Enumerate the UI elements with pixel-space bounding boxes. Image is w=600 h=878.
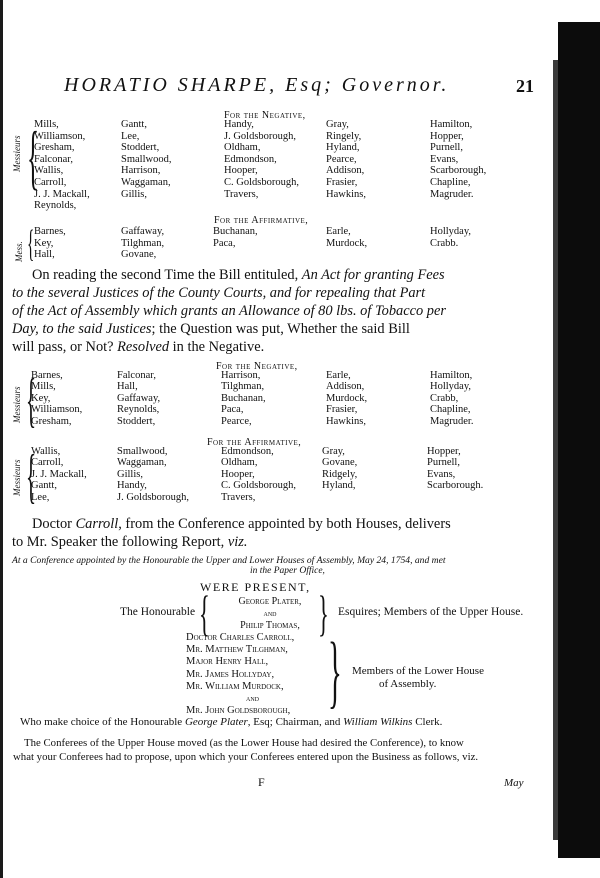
- member-name: Travers,: [224, 188, 259, 200]
- choice-clerk: William Wilkins: [343, 716, 413, 728]
- para1-line4-text: ; the Question was put, Whether the said Bill: [151, 321, 410, 337]
- member-name: Earle,: [326, 226, 351, 237]
- conference-intro-line1: At a Conference appointed by the Honourable the Upper and Lower Houses of Assembly, May 24, 1754, and met: [12, 555, 446, 566]
- choice-chairman: George Plater: [184, 716, 248, 728]
- member-name: Gray,: [326, 119, 349, 130]
- name-column: [221, 370, 266, 427]
- member-name: Crabb.: [430, 237, 459, 249]
- honourable-label: The Honourable: [120, 606, 196, 618]
- name-column: [34, 119, 90, 212]
- member-name: Hawkins,: [326, 415, 366, 427]
- name-column: [121, 119, 171, 200]
- member-name: Hamilton,: [430, 119, 473, 130]
- member-name: Purnell,: [427, 457, 460, 469]
- member-name: Reynolds,: [34, 200, 77, 212]
- member-name: Hall,: [117, 381, 138, 393]
- lower-member-and: and: [246, 694, 259, 704]
- member-name: Hooper,: [224, 165, 258, 177]
- member-name: Buchanan,: [213, 226, 258, 237]
- member-name: J. J. Mackall,: [31, 468, 87, 480]
- member-name: Handy,: [224, 119, 254, 130]
- vote2-negative-side-label: Messieurs: [12, 386, 22, 423]
- member-name: Ridgely,: [322, 468, 358, 480]
- member-name: Buchanan,: [221, 392, 266, 404]
- upper-member-and: and: [263, 609, 277, 618]
- lower-member: Major Henry Hall,: [186, 656, 269, 668]
- upper-role: Esquires; Members of the Upper House.: [338, 606, 524, 618]
- para1-line4-italic: Day, to the said Justices: [12, 321, 152, 337]
- lower-role-line1: Members of the Lower House: [352, 665, 484, 677]
- lower-role-line2: of Assembly.: [379, 678, 437, 690]
- lower-member: Mr. John Goldsborough,: [186, 705, 291, 717]
- member-name: Waggaman,: [117, 457, 167, 469]
- member-name: Gray,: [322, 446, 345, 457]
- para1-line5-end: in the Negative.: [169, 339, 265, 355]
- lower-member: Doctor Charles Carroll,: [186, 632, 295, 643]
- scan-right-edge: [558, 22, 600, 858]
- member-name: Falconar,: [117, 370, 156, 381]
- name-column: [221, 446, 296, 503]
- paragraph-conference-report: [12, 515, 552, 551]
- member-name: Smallwood,: [117, 446, 168, 457]
- name-column: [121, 226, 164, 261]
- member-name: Barnes,: [31, 370, 63, 381]
- name-column: [427, 446, 483, 492]
- para1-resolved: Resolved: [117, 339, 170, 355]
- member-name: Frasier,: [326, 176, 358, 188]
- vote2-affirmative-heading: For the Affirmative,: [207, 437, 302, 448]
- member-name: Key,: [31, 392, 51, 404]
- member-name: Hollyday,: [430, 381, 472, 393]
- name-column: [430, 370, 473, 427]
- para1-line5-text: will pass, or Not?: [12, 339, 118, 355]
- member-name: Harrison,: [121, 165, 161, 177]
- name-column: [326, 370, 367, 427]
- member-name: Chapline,: [430, 404, 471, 416]
- member-name: Paca,: [221, 404, 244, 416]
- member-name: Hollyday,: [430, 226, 472, 237]
- member-name: Earle,: [326, 370, 351, 381]
- member-name: Waggaman,: [121, 176, 171, 188]
- vote2-negative-brace: {: [26, 367, 37, 433]
- member-name: Smallwood,: [121, 153, 172, 165]
- member-name: Chapline,: [430, 176, 471, 188]
- para1-line3-italic: of the Act of Assembly which grants an Allowance of 80 lbs. of Tobacco per: [12, 303, 446, 319]
- member-name: Hooper,: [221, 468, 255, 480]
- member-name: Gillis,: [121, 188, 147, 200]
- member-name: Magruder.: [430, 188, 474, 200]
- para1-line1-text: On reading the second Time the Bill entituled,: [32, 267, 302, 283]
- member-name: Wallis,: [34, 165, 64, 177]
- name-column: [31, 370, 82, 427]
- member-name: Key,: [34, 237, 54, 249]
- vote2-negative-heading: For the Negative,: [216, 361, 298, 372]
- member-name: Hopper,: [427, 446, 461, 457]
- member-name: Murdock,: [326, 392, 368, 404]
- scan-left-edge: [0, 0, 3, 878]
- member-name: Hall,: [34, 249, 55, 261]
- lower-members-list: [186, 632, 294, 717]
- member-name: Gantt,: [121, 119, 147, 130]
- member-name: Wallis,: [31, 446, 61, 457]
- member-name: Gantt,: [31, 480, 57, 492]
- member-name: Govane,: [121, 249, 157, 261]
- name-column: [430, 226, 471, 249]
- member-name: Tilghman,: [121, 237, 165, 249]
- member-name: Gaffaway,: [117, 392, 161, 404]
- name-column: [326, 226, 367, 249]
- member-name: Hopper,: [430, 130, 464, 142]
- member-name: Stoddert,: [121, 142, 160, 154]
- choice-text-e: Clerk.: [412, 716, 443, 728]
- member-name: Lee,: [121, 130, 140, 142]
- member-name: J. Goldsborough,: [224, 130, 297, 142]
- para2-carroll: Carroll: [75, 516, 119, 532]
- vote1-negative-brace: {: [27, 117, 40, 197]
- name-column: [224, 119, 299, 200]
- vote1-affirmative-brace: {: [27, 223, 35, 265]
- member-name: Govane,: [322, 457, 358, 469]
- lower-member: Mr. Matthew Tilghman,: [186, 644, 288, 656]
- para1-line2-italic: to the several Justices of the County Courts, and for repealing that Part: [12, 285, 426, 301]
- member-name: Purnell,: [430, 142, 463, 154]
- member-name: Edmondson,: [224, 153, 277, 165]
- member-name: Addison,: [326, 381, 365, 393]
- member-name: Gaffaway,: [121, 226, 165, 237]
- member-name: Gresham,: [34, 142, 75, 154]
- para2-line2: to Mr. Speaker the following Report,: [12, 534, 228, 550]
- conferees-line2: what your Conferees had to propose, upon which your Conferees entered upon the Business as follows, viz.: [13, 751, 479, 763]
- choice-text-a: Who make choice of the Honourable: [20, 716, 185, 728]
- name-column: [117, 446, 189, 503]
- page-number: 21: [516, 76, 534, 96]
- vote2-affirmative-side-label: Messieurs: [12, 459, 22, 496]
- member-name: Hamilton,: [430, 370, 473, 381]
- member-name: Gresham,: [31, 415, 72, 427]
- member-name: Reynolds,: [117, 404, 160, 416]
- member-name: Gillis,: [117, 468, 143, 480]
- member-name: Frasier,: [326, 404, 358, 416]
- member-name: Williamson,: [34, 130, 86, 142]
- vote1-negative-side-label: Messieurs: [12, 135, 22, 172]
- upper-member: George Plater,: [238, 596, 302, 607]
- member-name: Hawkins,: [326, 188, 366, 200]
- lower-member: Mr. William Murdock,: [186, 680, 284, 692]
- running-title: HORATIO SHARPE, Esq; Governor.: [64, 74, 450, 96]
- conferees-line1: The Conferees of the Upper House moved (as the Lower House had desired the Conference), to know: [24, 737, 464, 749]
- member-name: Hyland,: [326, 142, 360, 154]
- conference-choice: [20, 716, 442, 728]
- choice-text-c: , Esq; Chairman, and: [247, 716, 344, 728]
- member-name: Falconar,: [34, 153, 73, 165]
- lower-member: Mr. James Hollyday,: [186, 668, 275, 680]
- member-name: Hyland,: [322, 480, 356, 492]
- member-name: J. Goldsborough,: [117, 491, 190, 503]
- member-name: Pearce,: [326, 153, 357, 165]
- member-name: Scarborough.: [427, 480, 484, 492]
- were-present: WERE PRESENT,: [200, 580, 311, 594]
- member-name: Williamson,: [31, 404, 83, 416]
- member-name: C. Goldsborough,: [224, 176, 299, 188]
- name-column: [31, 446, 87, 503]
- member-name: Oldham,: [221, 457, 258, 469]
- name-column: [430, 119, 486, 200]
- para2-viz: viz.: [227, 534, 248, 550]
- vote1-affirmative-side-label: Mess.: [14, 241, 24, 262]
- member-name: Stoddert,: [117, 415, 156, 427]
- upper-members-brace-left: {: [199, 585, 210, 641]
- member-name: Oldham,: [224, 142, 261, 154]
- member-name: Addison,: [326, 165, 365, 177]
- para1-line1-italic: An Act for granting Fees: [301, 267, 445, 283]
- name-column: [34, 226, 66, 261]
- member-name: C. Goldsborough,: [221, 480, 296, 492]
- upper-member: Philip Thomas,: [240, 620, 300, 631]
- name-column: [322, 446, 357, 492]
- member-name: Magruder.: [430, 415, 474, 427]
- name-column: [326, 119, 366, 200]
- member-name: Evans,: [427, 468, 456, 480]
- upper-members-list: [220, 596, 320, 632]
- upper-members-brace-right: }: [318, 585, 329, 641]
- member-name: Scarborough,: [430, 165, 487, 177]
- member-name: Mills,: [31, 381, 56, 393]
- catchword: May: [504, 777, 524, 789]
- member-name: Pearce,: [221, 415, 252, 427]
- member-name: Mills,: [34, 119, 59, 130]
- lower-members-brace: }: [328, 625, 342, 716]
- member-name: Ringely,: [326, 130, 362, 142]
- member-name: Tilghman,: [221, 381, 265, 393]
- member-name: Harrison,: [221, 370, 261, 381]
- member-name: Paca,: [213, 237, 236, 249]
- vote1-affirmative-heading: For the Affirmative,: [214, 215, 309, 226]
- member-name: Carroll,: [31, 457, 64, 469]
- member-name: Barnes,: [34, 226, 66, 237]
- para2-doctor: Doctor: [32, 516, 76, 532]
- member-name: Edmondson,: [221, 446, 274, 457]
- vote2-affirmative-brace: {: [26, 443, 37, 509]
- name-column: [213, 226, 258, 249]
- signature-mark: F: [258, 775, 265, 789]
- vote1-negative-heading: For the Negative,: [224, 110, 306, 121]
- member-name: Crabb,: [430, 392, 459, 404]
- member-name: Handy,: [117, 480, 147, 492]
- member-name: Lee,: [31, 491, 50, 503]
- member-name: Carroll,: [34, 176, 67, 188]
- conference-intro-line2: in the Paper Office,: [250, 566, 325, 576]
- paragraph-bill-reading: [12, 266, 552, 356]
- para2-line1-rest: , from the Conference appointed by both Houses, delivers: [118, 516, 451, 532]
- member-name: Travers,: [221, 491, 256, 503]
- member-name: J. J. Mackall,: [34, 188, 90, 200]
- member-name: Murdock,: [326, 237, 368, 249]
- name-column: [117, 370, 160, 427]
- member-name: Evans,: [430, 153, 459, 165]
